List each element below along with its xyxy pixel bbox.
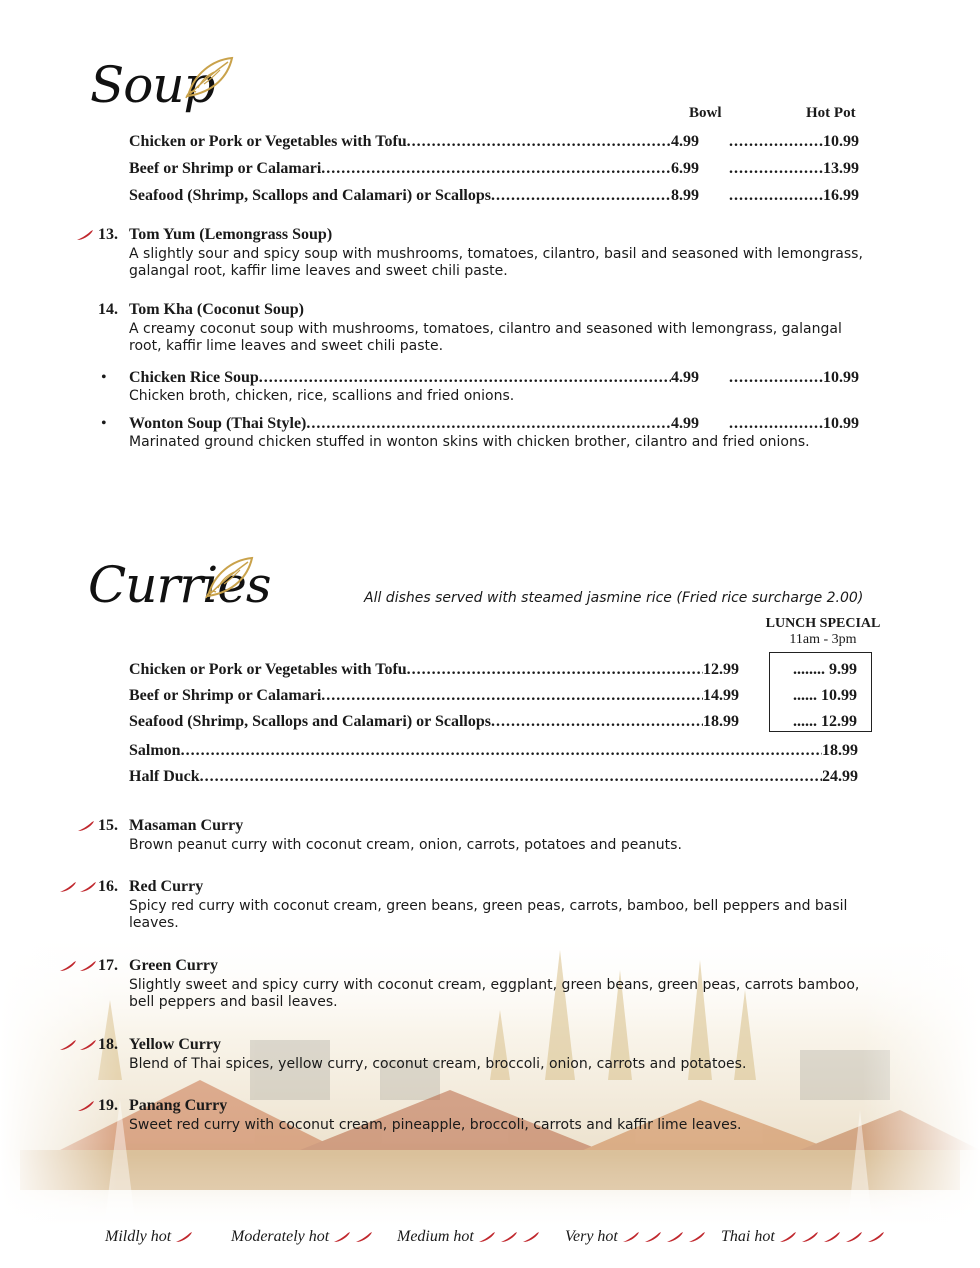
item-description: A creamy coconut soup with mushrooms, tomatoes, cilantro and seasoned with lemongrass, galangal root, kaffir lime leaves and sweet chili paste. bbox=[129, 321, 842, 354]
hotpot-price: 13.99 bbox=[823, 160, 859, 177]
curry-price-row: Chicken or Pork or Vegetables with Tofu ..... 12.99 bbox=[129, 660, 739, 680]
chili-pepper-icon bbox=[500, 1231, 518, 1243]
item-title: Panang Curry bbox=[129, 1097, 228, 1114]
bowl-price: 4.99 bbox=[671, 415, 699, 432]
leaf-ornament-icon bbox=[184, 54, 236, 100]
item-description: Spicy red curry with coconut cream, green beans, green peas, carrots, bamboo, bell peppers and basil leaves. bbox=[129, 898, 848, 931]
legend-moderately-hot: Moderately hot bbox=[231, 1228, 373, 1246]
curries-section-title: Curries bbox=[88, 556, 271, 614]
chili-pepper-icon bbox=[688, 1231, 706, 1243]
chili-pepper-icon bbox=[478, 1231, 496, 1243]
soup-price-row: Chicken or Pork or Vegetables with Tofu ..... 4.99 ..... 10.99 bbox=[129, 132, 859, 152]
item-number: 19. bbox=[98, 1097, 118, 1114]
item-title: Masaman Curry bbox=[129, 817, 244, 834]
item-number: 16. bbox=[98, 878, 118, 895]
chili-pepper-icon bbox=[175, 1231, 193, 1243]
chili-pepper-icon bbox=[59, 960, 77, 972]
dinner-price: 12.99 bbox=[703, 661, 739, 678]
dinner-price: 18.99 bbox=[703, 713, 739, 730]
item-title: Red Curry bbox=[129, 878, 204, 895]
item-number: 17. bbox=[98, 957, 118, 974]
chili-pepper-icon bbox=[823, 1231, 841, 1243]
lunch-special-title: LUNCH SPECIAL bbox=[765, 616, 881, 631]
item-number: 18. bbox=[98, 1036, 118, 1053]
item-description: A slightly sour and spicy soup with mushrooms, tomatoes, cilantro, basil and seasoned with lemongrass, galangal root, kaffir lime leaves and sweet chili paste. bbox=[129, 246, 863, 279]
curry-price-row: Beef or Shrimp or Calamari ..... 14.99 bbox=[129, 686, 739, 706]
item-description: Sweet red curry with coconut cream, pineapple, broccoli, carrots and kaffir lime leaves. bbox=[129, 1117, 742, 1133]
bowl-column-header: Bowl bbox=[689, 105, 722, 121]
bullet: • bbox=[101, 369, 107, 386]
chili-pepper-icon bbox=[59, 1039, 77, 1051]
bowl-price: 4.99 bbox=[671, 133, 699, 150]
legend-very-hot: Very hot bbox=[565, 1228, 706, 1246]
bowl-price: 8.99 bbox=[671, 187, 699, 204]
curry-price-row: Salmon ..... 18.99 bbox=[129, 741, 858, 761]
lunch-price: ...... 10.99 bbox=[793, 687, 857, 704]
soup-section-title: Soup bbox=[90, 56, 215, 114]
curry-price-row: Seafood (Shrimp, Scallops and Calamari) or Scallops ..... 18.99 bbox=[129, 712, 739, 732]
bowl-price: 4.99 bbox=[671, 369, 699, 386]
item-number: 13. bbox=[98, 226, 118, 243]
chili-pepper-icon bbox=[666, 1231, 684, 1243]
soup-price-row: Beef or Shrimp or Calamari ..... 6.99 ..... 13.99 bbox=[129, 159, 859, 179]
bowl-price: 6.99 bbox=[671, 160, 699, 177]
soup-extra-row: Wonton Soup (Thai Style) ..... 4.99 ..... 10.99 bbox=[129, 414, 859, 434]
chili-pepper-icon bbox=[644, 1231, 662, 1243]
item-description: Chicken broth, chicken, rice, scallions and fried onions. bbox=[129, 388, 515, 404]
hotpot-price: 16.99 bbox=[823, 187, 859, 204]
item-description: Blend of Thai spices, yellow curry, coconut cream, broccoli, onion, carrots and potatoes. bbox=[129, 1056, 747, 1072]
item-title: Green Curry bbox=[129, 957, 219, 974]
lunch-price: ........ 9.99 bbox=[793, 661, 857, 678]
dinner-price: 24.99 bbox=[822, 768, 858, 785]
lunch-special-hours: 11am - 3pm bbox=[789, 632, 857, 647]
bullet: • bbox=[101, 415, 107, 432]
item-number: 15. bbox=[98, 817, 118, 834]
leaf-ornament-icon bbox=[204, 554, 256, 600]
item-description: Marinated ground chicken stuffed in wonton skins with chicken brother, cilantro and fried onions. bbox=[129, 434, 810, 450]
chili-pepper-icon bbox=[801, 1231, 819, 1243]
chili-pepper-icon bbox=[622, 1231, 640, 1243]
hotpot-price: 10.99 bbox=[823, 415, 859, 432]
item-title: Tom Kha (Coconut Soup) bbox=[129, 301, 305, 318]
item-number: 14. bbox=[98, 301, 118, 318]
legend-medium-hot: Medium hot bbox=[397, 1228, 540, 1246]
temple-background-image bbox=[0, 930, 980, 1230]
dinner-price: 18.99 bbox=[822, 742, 858, 759]
soup-price-row: Seafood (Shrimp, Scallops and Calamari) or Scallops ..... 8.99 ..... 16.99 bbox=[129, 186, 859, 206]
chili-pepper-icon bbox=[867, 1231, 885, 1243]
legend-mildly-hot: Mildly hot bbox=[105, 1228, 193, 1246]
hotpot-price: 10.99 bbox=[823, 369, 859, 386]
lunch-price: ...... 12.99 bbox=[793, 713, 857, 730]
chili-pepper-icon bbox=[355, 1231, 373, 1243]
hotpot-column-header: Hot Pot bbox=[806, 105, 856, 121]
chili-pepper-icon bbox=[845, 1231, 863, 1243]
curry-price-row: Half Duck ..... 24.99 bbox=[129, 767, 858, 787]
item-description: Slightly sweet and spicy curry with coconut cream, eggplant, green beans, green peas, carrots bamboo, bell peppers and basil leaves. bbox=[129, 977, 860, 1010]
rice-note: All dishes served with steamed jasmine rice (Fried rice surcharge 2.00) bbox=[364, 590, 864, 606]
chili-pepper-icon bbox=[333, 1231, 351, 1243]
item-title: Tom Yum (Lemongrass Soup) bbox=[129, 226, 333, 243]
chili-pepper-icon bbox=[779, 1231, 797, 1243]
chili-pepper-icon bbox=[522, 1231, 540, 1243]
soup-extra-row: Chicken Rice Soup ..... 4.99 ..... 10.99 bbox=[129, 368, 859, 388]
dinner-price: 14.99 bbox=[703, 687, 739, 704]
item-title: Yellow Curry bbox=[129, 1036, 221, 1053]
hotpot-price: 10.99 bbox=[823, 133, 859, 150]
legend-thai-hot: Thai hot bbox=[721, 1228, 885, 1246]
item-description: Brown peanut curry with coconut cream, onion, carrots, potatoes and peanuts. bbox=[129, 837, 682, 853]
chili-pepper-icon bbox=[59, 881, 77, 893]
